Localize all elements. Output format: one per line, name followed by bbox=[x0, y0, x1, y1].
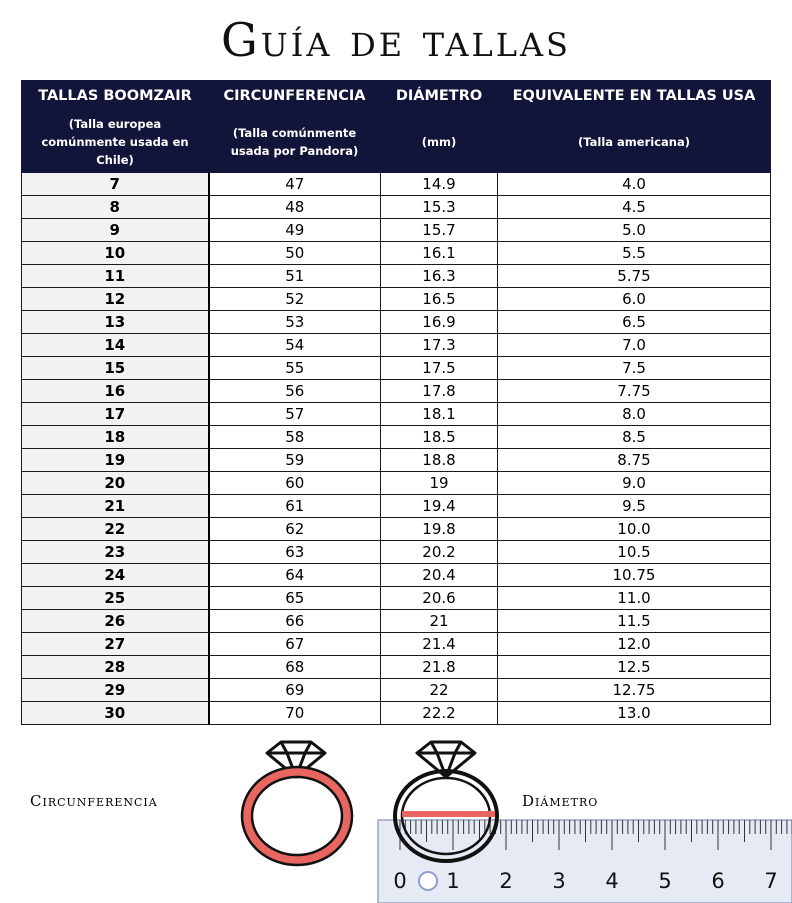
table-row bbox=[22, 495, 771, 518]
circumference-cell: 61 bbox=[209, 495, 381, 518]
ruler-number: 5 bbox=[658, 869, 672, 893]
size-cell: 27 bbox=[22, 633, 209, 656]
column-header: TALLAS BOOMZAIR bbox=[22, 81, 209, 112]
ruler-number: 7 bbox=[764, 869, 778, 893]
circumference-cell: 55 bbox=[209, 357, 381, 380]
ruler-number: 6 bbox=[711, 869, 725, 893]
usa-size-cell: 7.75 bbox=[498, 380, 771, 403]
usa-size-cell: 7.5 bbox=[498, 357, 771, 380]
ruler-number: 3 bbox=[552, 869, 566, 893]
usa-size-cell: 10.0 bbox=[498, 518, 771, 541]
usa-size-cell: 8.5 bbox=[498, 426, 771, 449]
ruler-number: 4 bbox=[605, 869, 619, 893]
size-table bbox=[21, 80, 771, 725]
diameter-cell: 21.8 bbox=[381, 656, 498, 679]
diameter-cell: 16.5 bbox=[381, 288, 498, 311]
ruler-number: 1 bbox=[446, 869, 460, 893]
circumference-cell: 49 bbox=[209, 219, 381, 242]
diameter-cell: 18.8 bbox=[381, 449, 498, 472]
size-cell: 25 bbox=[22, 587, 209, 610]
usa-size-cell: 8.75 bbox=[498, 449, 771, 472]
size-cell: 10 bbox=[22, 242, 209, 265]
diameter-cell: 15.3 bbox=[381, 196, 498, 219]
size-table-body bbox=[22, 173, 771, 725]
size-cell: 19 bbox=[22, 449, 209, 472]
table-row bbox=[22, 219, 771, 242]
table-row bbox=[22, 311, 771, 334]
circumference-cell: 64 bbox=[209, 564, 381, 587]
ruler-number: 2 bbox=[499, 869, 513, 893]
table-row bbox=[22, 380, 771, 403]
size-cell: 9 bbox=[22, 219, 209, 242]
usa-size-cell: 12.0 bbox=[498, 633, 771, 656]
diameter-cell: 17.3 bbox=[381, 334, 498, 357]
diameter-cell: 20.4 bbox=[381, 564, 498, 587]
table-row bbox=[22, 702, 771, 725]
usa-size-cell: 10.5 bbox=[498, 541, 771, 564]
column-header: EQUIVALENTE EN TALLAS USA bbox=[498, 81, 771, 112]
size-cell: 14 bbox=[22, 334, 209, 357]
table-row bbox=[22, 334, 771, 357]
table-row bbox=[22, 357, 771, 380]
size-cell: 18 bbox=[22, 426, 209, 449]
diameter-cell: 22 bbox=[381, 679, 498, 702]
table-row bbox=[22, 656, 771, 679]
usa-size-cell: 4.0 bbox=[498, 173, 771, 196]
ring-illustrations bbox=[0, 730, 792, 903]
diameter-cell: 20.2 bbox=[381, 541, 498, 564]
table-row bbox=[22, 265, 771, 288]
usa-size-cell: 4.5 bbox=[498, 196, 771, 219]
usa-size-cell: 11.5 bbox=[498, 610, 771, 633]
size-cell: 23 bbox=[22, 541, 209, 564]
diameter-cell: 18.1 bbox=[381, 403, 498, 426]
diameter-cell: 19.4 bbox=[381, 495, 498, 518]
size-cell: 29 bbox=[22, 679, 209, 702]
table-row bbox=[22, 196, 771, 219]
size-cell: 12 bbox=[22, 288, 209, 311]
diameter-cell: 19.8 bbox=[381, 518, 498, 541]
column-header: CIRCUNFERENCIA bbox=[209, 81, 381, 112]
circumference-cell: 62 bbox=[209, 518, 381, 541]
header-row bbox=[22, 81, 771, 112]
size-cell: 24 bbox=[22, 564, 209, 587]
diameter-cell: 16.3 bbox=[381, 265, 498, 288]
table-row bbox=[22, 173, 771, 196]
circumference-cell: 67 bbox=[209, 633, 381, 656]
table-row bbox=[22, 449, 771, 472]
circumference-cell: 54 bbox=[209, 334, 381, 357]
usa-size-cell: 11.0 bbox=[498, 587, 771, 610]
ruler-number: 0 bbox=[393, 869, 407, 893]
column-subtitle: (Talla europea comúnmente usada en Chile) bbox=[22, 112, 209, 173]
diameter-cell: 21.4 bbox=[381, 633, 498, 656]
circumference-cell: 47 bbox=[209, 173, 381, 196]
size-cell: 8 bbox=[22, 196, 209, 219]
diameter-cell: 22.2 bbox=[381, 702, 498, 725]
usa-size-cell: 5.0 bbox=[498, 219, 771, 242]
circumference-cell: 57 bbox=[209, 403, 381, 426]
table-row bbox=[22, 610, 771, 633]
table-row bbox=[22, 679, 771, 702]
size-cell: 30 bbox=[22, 702, 209, 725]
circumference-cell: 63 bbox=[209, 541, 381, 564]
diameter-cell: 18.5 bbox=[381, 426, 498, 449]
size-cell: 26 bbox=[22, 610, 209, 633]
usa-size-cell: 8.0 bbox=[498, 403, 771, 426]
diameter-cell: 17.8 bbox=[381, 380, 498, 403]
usa-size-cell: 12.75 bbox=[498, 679, 771, 702]
diameter-cell: 14.9 bbox=[381, 173, 498, 196]
circumference-cell: 50 bbox=[209, 242, 381, 265]
usa-size-cell: 6.5 bbox=[498, 311, 771, 334]
column-subtitle: (Talla americana) bbox=[498, 112, 771, 173]
circumference-cell: 65 bbox=[209, 587, 381, 610]
usa-size-cell: 9.5 bbox=[498, 495, 771, 518]
column-header: DIÁMETRO bbox=[381, 81, 498, 112]
usa-size-cell: 5.5 bbox=[498, 242, 771, 265]
diameter-cell: 17.5 bbox=[381, 357, 498, 380]
table-row bbox=[22, 426, 771, 449]
usa-size-cell: 9.0 bbox=[498, 472, 771, 495]
column-subtitle: (Talla comúnmente usada por Pandora) bbox=[209, 112, 381, 173]
table-row bbox=[22, 541, 771, 564]
table-row bbox=[22, 518, 771, 541]
circumference-label: Circunferencia bbox=[30, 792, 158, 810]
ring-circumference-icon bbox=[247, 772, 347, 860]
usa-size-cell: 10.75 bbox=[498, 564, 771, 587]
size-cell: 13 bbox=[22, 311, 209, 334]
circumference-cell: 66 bbox=[209, 610, 381, 633]
circumference-cell: 52 bbox=[209, 288, 381, 311]
circumference-cell: 70 bbox=[209, 702, 381, 725]
table-row bbox=[22, 288, 771, 311]
usa-size-cell: 6.0 bbox=[498, 288, 771, 311]
diameter-cell: 20.6 bbox=[381, 587, 498, 610]
table-row bbox=[22, 472, 771, 495]
diameter-cell: 16.1 bbox=[381, 242, 498, 265]
page-title: Guía de tallas bbox=[221, 13, 571, 67]
usa-size-cell: 12.5 bbox=[498, 656, 771, 679]
diameter-cell: 16.9 bbox=[381, 311, 498, 334]
size-cell: 15 bbox=[22, 357, 209, 380]
table-row bbox=[22, 564, 771, 587]
size-cell: 21 bbox=[22, 495, 209, 518]
size-cell: 11 bbox=[22, 265, 209, 288]
size-cell: 17 bbox=[22, 403, 209, 426]
size-cell: 7 bbox=[22, 173, 209, 196]
table-row bbox=[22, 633, 771, 656]
circumference-cell: 56 bbox=[209, 380, 381, 403]
column-subtitle: (mm) bbox=[381, 112, 498, 173]
table-row bbox=[22, 403, 771, 426]
usa-size-cell: 5.75 bbox=[498, 265, 771, 288]
circumference-cell: 59 bbox=[209, 449, 381, 472]
size-cell: 28 bbox=[22, 656, 209, 679]
circumference-cell: 60 bbox=[209, 472, 381, 495]
diameter-cell: 21 bbox=[381, 610, 498, 633]
diameter-cell: 15.7 bbox=[381, 219, 498, 242]
usa-size-cell: 7.0 bbox=[498, 334, 771, 357]
size-cell: 16 bbox=[22, 380, 209, 403]
circumference-cell: 53 bbox=[209, 311, 381, 334]
table-row bbox=[22, 587, 771, 610]
diameter-label: Diámetro bbox=[522, 792, 599, 810]
size-cell: 20 bbox=[22, 472, 209, 495]
circumference-cell: 51 bbox=[209, 265, 381, 288]
circumference-cell: 69 bbox=[209, 679, 381, 702]
usa-size-cell: 13.0 bbox=[498, 702, 771, 725]
size-cell: 22 bbox=[22, 518, 209, 541]
table-row bbox=[22, 242, 771, 265]
circumference-cell: 58 bbox=[209, 426, 381, 449]
diameter-cell: 19 bbox=[381, 472, 498, 495]
circumference-cell: 68 bbox=[209, 656, 381, 679]
circumference-cell: 48 bbox=[209, 196, 381, 219]
subheader-row bbox=[22, 112, 771, 173]
